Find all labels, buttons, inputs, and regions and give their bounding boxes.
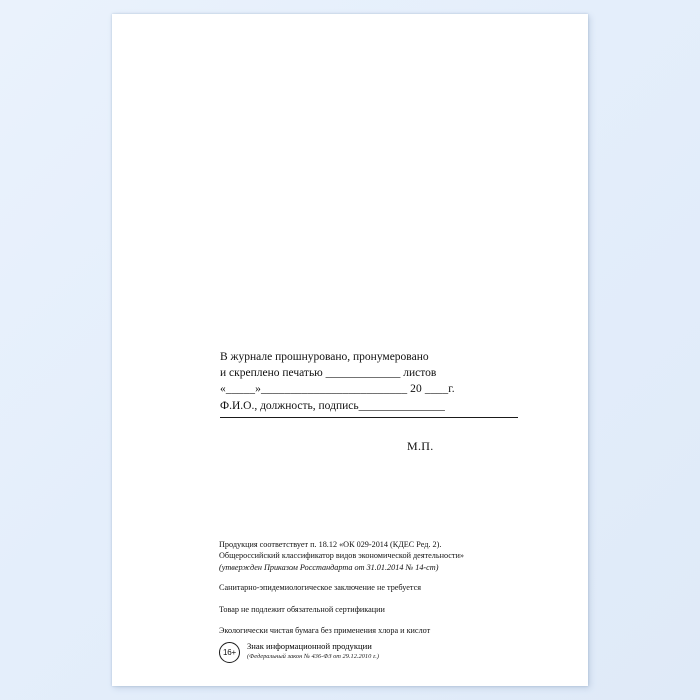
certification-signature-line: Ф.И.О., должность, подпись_______________ bbox=[220, 399, 445, 412]
legal-paragraph-1-line-1: Продукция соответствует п. 18.12 «ОК 029-2014 (КДЕС Ред. 2). bbox=[219, 540, 442, 549]
age-rating-text bbox=[247, 641, 379, 661]
age-rating-law-note: (Федеральный закон № 436-ФЗ от 29.12.2010 г.) bbox=[247, 653, 380, 660]
legal-paragraph-1-line-2: Общероссийский классификатор видов экономической деятельности» bbox=[219, 551, 464, 561]
legal-eco-paper-notice: Экологически чистая бумага без применения хлора и кислот bbox=[219, 626, 431, 636]
signature-rule bbox=[220, 416, 518, 418]
certification-block bbox=[220, 349, 530, 418]
age-rating-title: Знак информационной продукции bbox=[247, 641, 372, 651]
legal-paragraph-1-line-3: (утвержден Приказом Росстандарта от 31.01.2014 № 14-ст) bbox=[219, 562, 439, 572]
certification-line-2: и скреплено печатью _____________ листов bbox=[220, 367, 437, 380]
certification-line-1: В журнале прошнуровано, пронумеровано bbox=[220, 351, 429, 363]
legal-notices-block bbox=[219, 539, 549, 646]
certification-date-line: «_____»_________________________ 20 ____г. bbox=[220, 383, 455, 396]
document-page bbox=[112, 14, 588, 686]
legal-sanitary-notice: Санитарно-эпидемиологическое заключение не требуется bbox=[219, 583, 421, 593]
seal-mark: М.П. bbox=[407, 439, 434, 453]
age-rating-row bbox=[219, 641, 379, 663]
age-rating-badge-icon: 16+ bbox=[219, 642, 240, 663]
legal-certification-notice: Товар не подлежит обязательной сертификации bbox=[219, 604, 385, 614]
